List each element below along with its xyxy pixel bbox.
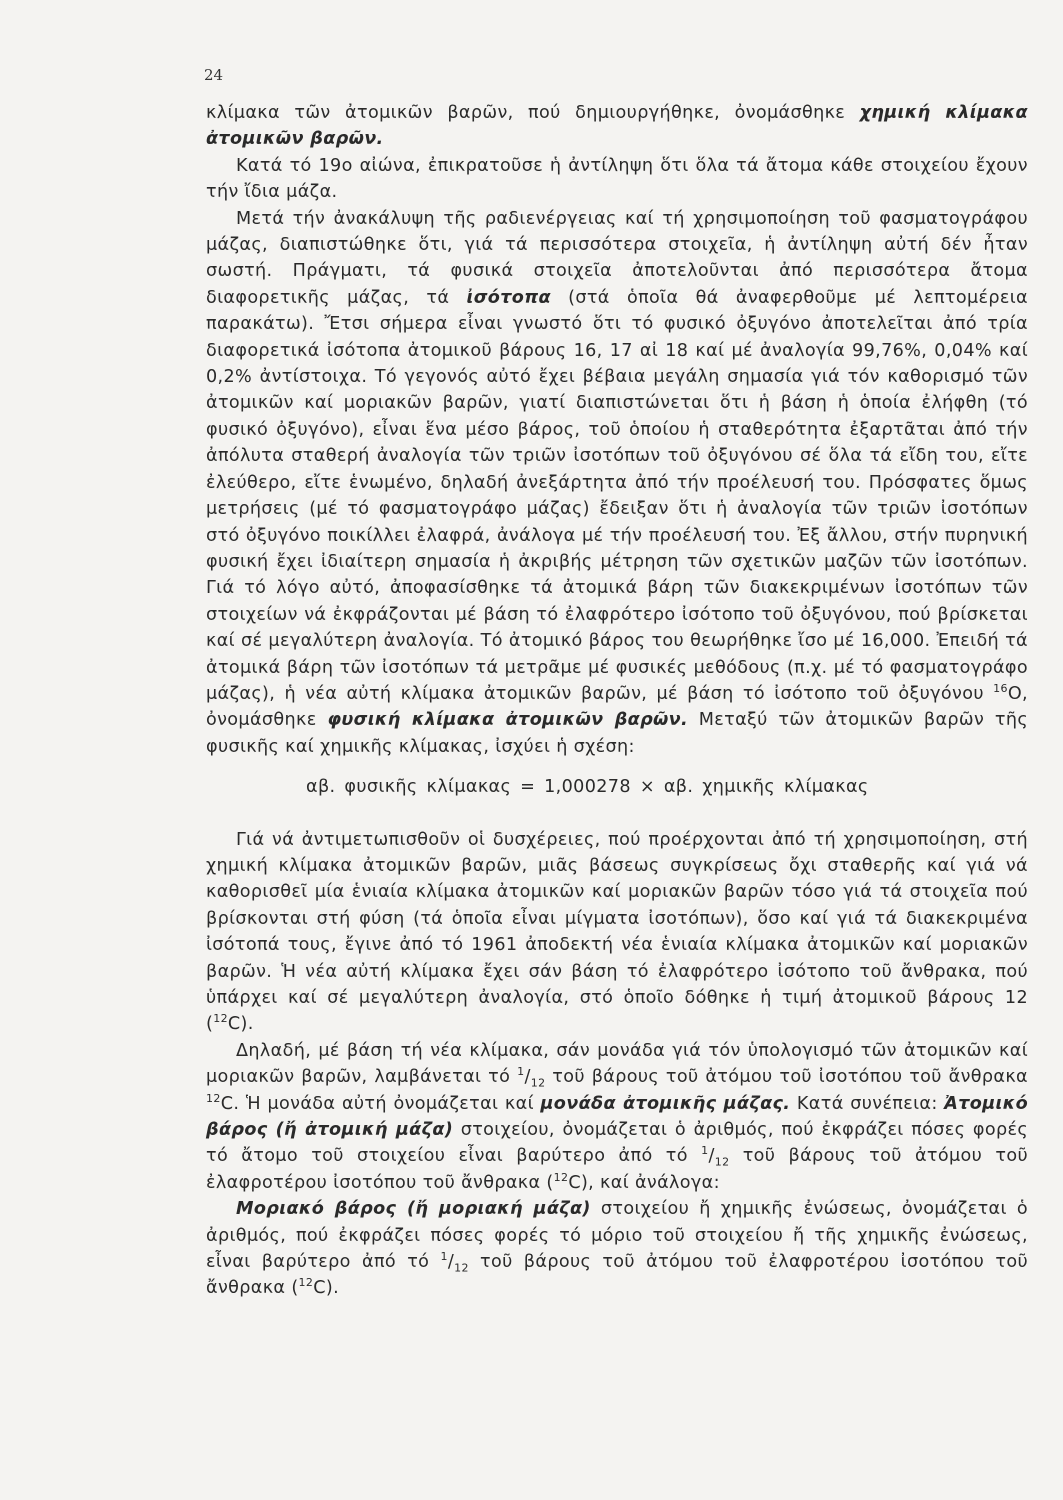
paragraph-5: Δηλαδή, μέ βάση τή νέα κλίμακα, σάν μονάδα γιά τόν ὑπολογισμό τῶν ἀτομικῶν καί μοριακῶν βαρῶν, λαμβάνεται τό $^1/_{12}$ τοῦ βάρους τοῦ ἀτόμου τοῦ ἰσοτόπου τοῦ ἄνθρακα $^{12}$C. Ἡ μονάδα αὐτή ὀνομάζεται καί μονάδα ἀτομικῆς μάζας. Κατά συνέπεια: Ἀτομικό βάρος (ἤ ἀτομική μάζα) στοιχείου, ὀνομάζεται ὁ ἀριθμός, πού ἐκφράζει πόσες φορές τό ἄτομο τοῦ στοιχείου εἶναι βαρύτερο ἀπό τό $^1/_{12}$ τοῦ βάρους τοῦ ἀτόμου τοῦ ἐλαφροτέρου ἰσοτόπου τοῦ ἄνθρακα ($^{12}$C), καί ἀνάλογα: xyxy=(206,1040,1029,1193)
fraction-numerator: 1 xyxy=(440,1250,448,1264)
paragraph-6: Μοριακό βάρος (ἤ μοριακή μάζα) στοιχείου ἤ χημικῆς ἐνώσεως, ὀνομάζεται ὁ ἀριθμός, πού ἐκφράζει πόσες φορές τό μόριο τοῦ στοιχείου ἤ τῆς χημικῆς ἐνώσεως, εἶναι βαρύτερο ἀπό τό $^1/_{12}$ τοῦ βάρους τοῦ ἀτόμου τοῦ ἐλαφροτέρου ἰσοτόπου τοῦ ἄνθρακα ($^{12}$C). xyxy=(206,1199,1028,1299)
paragraph-2: Κατά τό 19ο αἰώνα, ἐπικρατοῦσε ἡ ἀντίληψη ὅτι ὅλα τά ἄτομα κάθε στοιχείου ἔχουν τήν ἴδια μάζα. xyxy=(206,155,1028,203)
emphasis-term: Μοριακό βάρος (ἤ μοριακή μάζα) xyxy=(236,1199,591,1220)
formula: αβ. φυσικῆς κλίμακας = 1,000278 × αβ. χημικῆς κλίμακας xyxy=(306,777,869,798)
text-run: Κατά συνέπεια: xyxy=(790,1093,945,1114)
paragraph-1 xyxy=(206,100,1028,153)
text-run: C), καί ἀνάλογα: xyxy=(568,1172,720,1193)
fraction-numerator: 1 xyxy=(701,1144,709,1158)
text-run: στοιχείου, ὀνομάζεται ὁ ἀριθμός, πού ἐκφράζει πόσες φορές τό ἄτομο τοῦ στοιχείου εἶναι βαρύτερο ἀπό τό xyxy=(206,1120,1028,1167)
text-run: C). xyxy=(313,1278,340,1299)
emphasis-term: φυσική κλίμακα ἀτομικῶν βαρῶν. xyxy=(327,710,689,731)
fraction-denominator: 12 xyxy=(714,1155,730,1169)
emphasis-term: μονάδα ἀτομικῆς μάζας. xyxy=(540,1093,791,1114)
fraction-denominator: 12 xyxy=(530,1076,546,1090)
text-run: τοῦ βάρους τοῦ ἀτόμου τοῦ ἰσοτόπου τοῦ ἄνθρακα xyxy=(545,1067,1028,1088)
superscript: 12 xyxy=(213,1012,228,1026)
text-run: κλίμακα τῶν ἀτομικῶν βαρῶν, πού δημιουργήθηκε, ὀνομάσθηκε xyxy=(206,103,860,123)
fraction-denominator: 12 xyxy=(454,1261,469,1275)
text-run: Δηλαδή, μέ βάση τή νέα κλίμακα, σάν μονάδα γιά τόν ὑπολογισμό τῶν ἀτομικῶν καί μοριακῶν βαρῶν, λαμβάνεται τό xyxy=(206,1040,1028,1088)
paragraph-4 xyxy=(206,827,1028,1038)
superscript: 12 xyxy=(553,1170,569,1184)
text-run: τοῦ βάρους τοῦ ἀτόμου τοῦ ἐλαφροτέρου ἰσοτόπου τοῦ ἄνθρακα ( xyxy=(206,1252,1028,1299)
text-run: (στά ὁποῖα θά ἀναφερθοῦμε μέ λεπτομέρεια παρακάτω). Ἔτσι σήμερα εἶναι γνωστό ὅτι τό φυσικό ὀξυγόνο ἀποτελεῖται ἀπό τρία διαφορετικά ἰσότοπα ἀτομικοῦ βάρους 16, 17 αἰ 18 καί μέ ἀναλογία 99,76%, 0,04% καί 0,2% ἀντίστοιχα. Τό γεγονός αὐτό ἔχει βέβαια μεγάλη σημασία γιά τόν καθορισμό τῶν ἀτομικῶν καί μοριακῶν βαρῶν, γιατί διαπιστώνεται ὅτι ἡ βάση ἡ ὁποία ἐλήφθη (τό φυσικό ὀξυγόνο), εἶναι ἕνα μέσο βάρος, τοῦ ὁποίου ἡ σταθερότητα ἐξαρτᾶται ἀπό τήν ἀπόλυτα σταθερή ἀναλογία τῶν τριῶν ἰσοτόπων τοῦ ὀξυγόνου σέ ὅλα τά εἴδη του, εἴτε ἐλεύθερο, εἴτε ἑνωμένο, δηλαδή ἀνεξάρτητα ἀπό τήν προέλευσή του. Πρόσφατες ὅμως μετρήσεις (μέ τό φασματογράφο μάζας) ἔδειξαν ὅτι ἡ ἀναλογία τῶν τριῶν ἰσοτόπων στό ὀξυγόνο ποικίλλει ἐλαφρά, ἀνάλογα μέ τήν προέλευσή του. Ἐξ ἄλλου, στήν πυρηνική φυσική ἔχει ἰδιαίτερη σημασία ἡ ἀκριβής μέτρηση τῶν σχετικῶν μαζῶν τῶν ἰσοτόπων. Γιά τό λόγο αὐτό, ἀποφασίσθηκε τά ἀτομικά βάρη τῶν διακεκριμένων ἰσοτόπων τῶν στοιχείων νά ἐκφράζονται μέ βάση τό ἐλαφρότερο ἰσότοπο τοῦ ὀξυγόνου, πού βρίσκεται καί σέ μεγαλύτερη ἀναλογία. Τό ἀτομικό βάρος του θεωρήθηκε ἴσο μέ 16,000. Ἐπειδή τά ἀτομικά βάρη τῶν ἰσοτόπων τά μετρᾶμε μέ φυσικές μεθόδους (π.χ. μέ τό φασματογράφο μάζας), ἡ νέα αὐτή κλίμακα ἀτομικῶν βαρῶν, μέ βάση τό ἰσότοπο τοῦ ὀξυγόνου xyxy=(206,287,1028,704)
superscript: 16 xyxy=(993,682,1008,696)
text-run: C. Ἡ μονάδα αὐτή ὀνομάζεται καί xyxy=(220,1093,541,1114)
text-run: Μετά τήν ἀνακάλυψη τῆς ραδιενέργειας καί τή χρησιμοποίηση τοῦ φασματογράφου μάζας, διαπιστώθηκε ὅτι, γιά τά περισσότερα στοιχεῖα, ἡ ἀντίληψη αὐτή δέν ἦταν σωστή. Πράγματι, τά φυσικά στοιχεῖα ἀποτελοῦνται ἀπό περισσότερα ἄτομα διαφορετικῆς μάζας, τά xyxy=(206,208,1028,308)
emphasis-term: Ἀτομικό βάρος (ἤ ἀτομική μάζα) xyxy=(206,1093,1029,1141)
text-run: στοιχείου ἤ χημικῆς ἐνώσεως, ὀνομάζεται ὁ ἀριθμός, πού ἐκφράζει πόσες φορές τό μόριο τοῦ στοιχείου ἤ τῆς χημικῆς ἐνώσεως, εἶναι βαρύτερο ἀπό τό xyxy=(206,1199,1028,1273)
text-run: Γιά νά ἀντιμετωπισθοῦν οἱ δυσχέρειες, πού προέρχονται ἀπό τή χρησιμοποίηση, στή χημική κλίμακα ἀτομικῶν βαρῶν, μιᾶς βάσεως συγκρίσεως ὄχι σταθερῆς καί γιά νά καθορισθεῖ μία ἑνιαία κλίμακα ἀτομικῶν καί μοριακῶν βαρῶν τόσο γιά τά στοιχεῖα πού βρίσκονται στή φύση (τά ὁποῖα εἶναι μίγματα ἰσοτόπων), ὅσο καί γιά τά διακεκριμένα ἰσότοπά τους, ἔγινε ἀπό τό 1961 ἀποδεκτή νέα ἑνιαία κλίμακα ἀτομικῶν καί μοριακῶν βαρῶν. Ἡ νέα αὐτή κλίμακα ἔχει σάν βάση τό ἐλαφρότερο ἰσότοπο τοῦ ἄνθρακα, πού ὑπάρχει καί σέ μεγαλύτερη ἀναλογία, στό ὁποῖο δόθηκε ἡ τιμή ἀτομικοῦ βάρους 12 ( xyxy=(206,829,1028,1035)
page-number: 24 xyxy=(204,66,224,84)
text-run: Ο, ὀνομάσθηκε xyxy=(206,683,1028,731)
text-run: τοῦ βάρους τοῦ ἀτόμου τοῦ ἐλαφροτέρου ἰσοτόπου τοῦ ἄνθρακα ( xyxy=(206,1146,1028,1193)
text-run: Μεταξύ τῶν ἀτομικῶν βαρῶν τῆς φυσικῆς καί χημικῆς κλίμακας, ἰσχύει ἡ σχέση: xyxy=(206,710,1028,757)
emphasis-term: ἰσότοπα xyxy=(466,287,551,308)
body-text xyxy=(206,100,1028,1302)
paragraph-3 xyxy=(206,206,1028,761)
fraction-numerator: 1 xyxy=(517,1065,525,1079)
superscript: 12 xyxy=(206,1091,221,1105)
superscript: 12 xyxy=(298,1276,314,1290)
emphasis-term: χημική κλίμακα ἀτομικῶν βαρῶν. xyxy=(206,103,1028,150)
text-run: C). xyxy=(227,1014,254,1035)
